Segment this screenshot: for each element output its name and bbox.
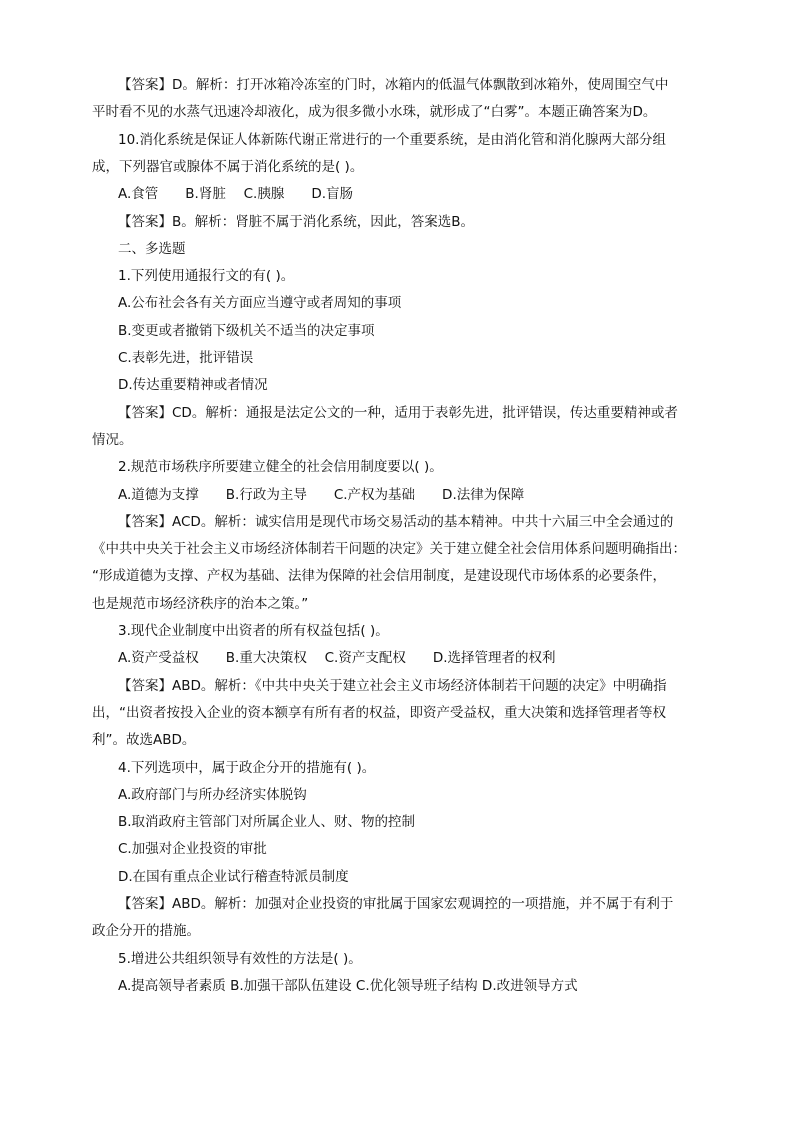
- text-line: 政企分开的措施。: [92, 923, 200, 940]
- text-line: 【答案】ABD。解析：加强对企业投资的审批属于国家宏观调控的一项措施，并不属于有利于: [118, 896, 674, 912]
- text-line: A.资产受益权 B.重大决策权 C.资产支配权 D.选择管理者的权利: [118, 650, 556, 667]
- text-line: 4.下列选项中，属于政企分开的措施有( )。: [118, 759, 376, 776]
- text-line: 【答案】CD。解析：通报是法定公文的一种，适用于表彰先进，批评错误，传达重要精神或者: [118, 404, 678, 421]
- text-line: B.取消政府主管部门对所属企业人、财、物的控制: [118, 814, 416, 831]
- text-line: 【答案】ABD。解析：《中共中央关于建立社会主义市场经济体制若干问题的决定》中明确指: [118, 677, 667, 694]
- text-line: 【答案】B。解析：肾脏不属于消化系统，因此，答案选B。: [118, 213, 475, 230]
- text-line: 1.下列使用通报行文的有( )。: [118, 268, 295, 285]
- text-line: 利”。故选ABD。: [92, 732, 196, 749]
- text-line: C.表彰先进，批评错误: [118, 350, 254, 366]
- text-line: 【答案】D。解析：打开冰箱冷冻室的门时，冰箱内的低温气体飘散到冰箱外，使周围空气中: [118, 77, 669, 93]
- text-line: 成，下列器官或腺体不属于消化系统的是( )。: [92, 158, 364, 175]
- text-line: 出，“出资者按投入企业的资本额享有所有者的权益，即资产受益权，重大决策和选择管理者等权: [92, 704, 666, 721]
- text-line: D.在国有重点企业试行稽查特派员制度: [118, 868, 349, 885]
- text-line: C.加强对企业投资的审批: [118, 841, 267, 858]
- text-line: 平时看不见的水蒸气迅速冷却液化，成为很多微小水珠，就形成了“白雾”。本题正确答案为D。: [92, 104, 657, 121]
- text-line: 也是规范市场经济秩序的治本之策。”: [92, 595, 309, 612]
- text-line: A.政府部门与所办经济实体脱钩: [118, 786, 307, 803]
- text-line: 3.现代企业制度中出资者的所有权益包括( )。: [118, 623, 389, 639]
- text-line: D.传达重要精神或者情况: [118, 377, 268, 394]
- text-line: B.变更或者撤销下级机关不适当的决定事项: [118, 322, 375, 339]
- text-line: “形成道德为支撑、产权为基础、法律为保障的社会信用制度，是建设现代市场体系的必要条件，: [92, 568, 666, 585]
- text-line: 情况。: [92, 431, 133, 448]
- text-line: 《中共中央关于社会主义市场经济体制若干问题的决定》关于建立健全社会信用体系问题明确指出：: [92, 541, 686, 558]
- text-line: A.提高领导者素质 B.加强干部队伍建设 C.优化领导班子结构 D.改进领导方式: [118, 977, 578, 994]
- text-line: 【答案】ACD。解析：诚实信用是现代市场交易活动的基本精神。中共十六届三中全会通过的: [118, 513, 674, 530]
- text-line: 二、多选题: [118, 240, 186, 257]
- text-line: A.公布社会各有关方面应当遵守或者周知的事项: [118, 295, 402, 312]
- text-line: 2.规范市场秩序所要建立健全的社会信用制度要以( )。: [118, 459, 443, 476]
- text-line: 10.消化系统是保证人体新陈代谢正常进行的一个重要系统，是由消化管和消化腺两大部分组: [118, 131, 666, 148]
- text-line: 5.增进公共组织领导有效性的方法是( )。: [118, 950, 362, 967]
- text-line: A.食管 B.肾脏 C.胰腺 D.盲肠: [118, 186, 354, 203]
- text-line: A.道德为支撑 B.行政为主导 C.产权为基础 D.法律为保障: [118, 486, 525, 503]
